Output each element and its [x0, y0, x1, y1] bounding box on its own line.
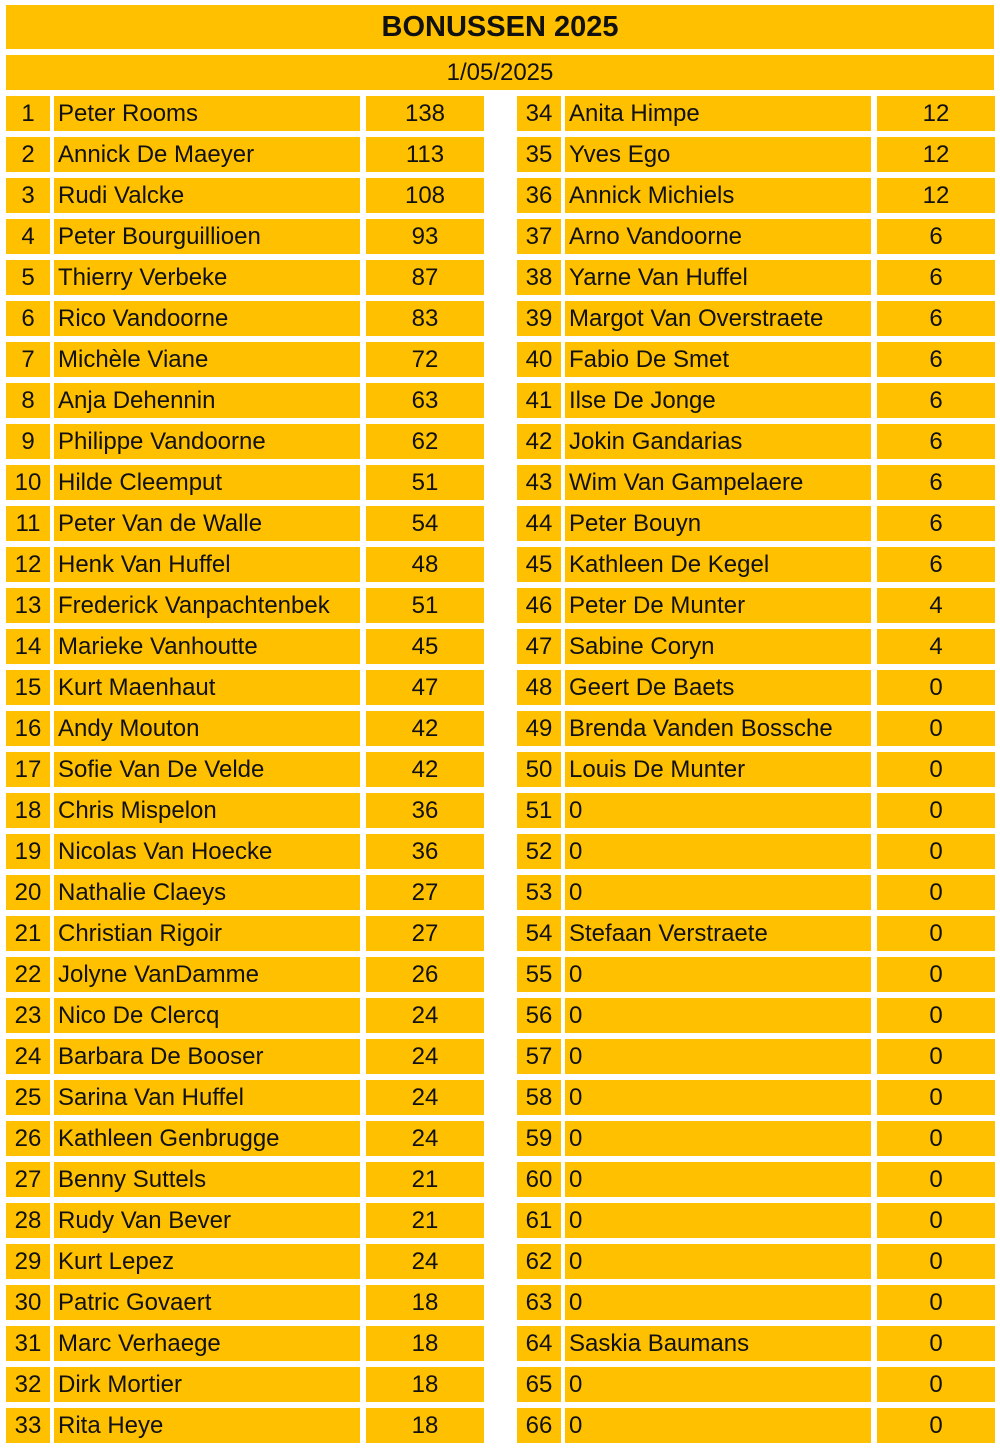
bonus-value-cell: 12 [877, 96, 995, 131]
name-cell: Andy Mouton [54, 711, 360, 746]
bonus-value-cell: 0 [877, 1121, 995, 1156]
name-cell: Rita Heye [54, 1408, 360, 1443]
rank-cell: 33 [6, 1408, 50, 1443]
rank-cell: 52 [517, 834, 561, 869]
rank-cell: 63 [517, 1285, 561, 1320]
name-cell: Nathalie Claeys [54, 875, 360, 910]
name-cell: Anita Himpe [565, 96, 871, 131]
rank-cell: 15 [6, 670, 50, 705]
name-cell: Margot Van Overstraete [565, 301, 871, 336]
bonus-value-cell: 51 [366, 465, 484, 500]
bonus-value-cell: 0 [877, 1039, 995, 1074]
bonus-value-cell: 6 [877, 301, 995, 336]
rank-cell: 24 [6, 1039, 50, 1074]
name-cell: Anja Dehennin [54, 383, 360, 418]
bonus-value-cell: 6 [877, 383, 995, 418]
name-cell: Dirk Mortier [54, 1367, 360, 1402]
rank-cell: 50 [517, 752, 561, 787]
rank-cell: 31 [6, 1326, 50, 1361]
bonus-value-cell: 6 [877, 219, 995, 254]
bonus-value-cell: 0 [877, 916, 995, 951]
rank-cell: 18 [6, 793, 50, 828]
bonus-value-cell: 0 [877, 998, 995, 1033]
rank-cell: 56 [517, 998, 561, 1033]
name-cell: Jokin Gandarias [565, 424, 871, 459]
rank-cell: 13 [6, 588, 50, 623]
rank-cell: 45 [517, 547, 561, 582]
name-cell: 0 [565, 1203, 871, 1238]
rank-cell: 10 [6, 465, 50, 500]
name-cell: 0 [565, 1039, 871, 1074]
rank-cell: 36 [517, 178, 561, 213]
name-cell: Benny Suttels [54, 1162, 360, 1197]
rank-cell: 25 [6, 1080, 50, 1115]
rank-cell: 32 [6, 1367, 50, 1402]
rank-cell: 41 [517, 383, 561, 418]
bonus-value-cell: 63 [366, 383, 484, 418]
bonus-value-cell: 18 [366, 1326, 484, 1361]
name-cell: Kathleen De Kegel [565, 547, 871, 582]
bonus-value-cell: 0 [877, 711, 995, 746]
bonus-value-cell: 0 [877, 1408, 995, 1443]
name-cell: Peter Rooms [54, 96, 360, 131]
name-cell: 0 [565, 875, 871, 910]
rank-cell: 59 [517, 1121, 561, 1156]
name-cell: 0 [565, 1244, 871, 1279]
bonus-value-cell: 48 [366, 547, 484, 582]
rank-cell: 29 [6, 1244, 50, 1279]
name-cell: Nicolas Van Hoecke [54, 834, 360, 869]
rank-cell: 28 [6, 1203, 50, 1238]
name-cell: Saskia Baumans [565, 1326, 871, 1361]
rank-cell: 62 [517, 1244, 561, 1279]
name-cell: Brenda Vanden Bossche [565, 711, 871, 746]
rank-cell: 39 [517, 301, 561, 336]
rank-cell: 46 [517, 588, 561, 623]
name-cell: Kathleen Genbrugge [54, 1121, 360, 1156]
bonus-value-cell: 6 [877, 547, 995, 582]
bonus-value-cell: 24 [366, 1080, 484, 1115]
name-cell: Fabio De Smet [565, 342, 871, 377]
bonus-value-cell: 0 [877, 1285, 995, 1320]
rank-cell: 26 [6, 1121, 50, 1156]
bonus-value-cell: 24 [366, 998, 484, 1033]
bonus-value-cell: 47 [366, 670, 484, 705]
name-cell: Christian Rigoir [54, 916, 360, 951]
bonus-value-cell: 0 [877, 957, 995, 992]
bonus-value-cell: 62 [366, 424, 484, 459]
bonus-value-cell: 18 [366, 1285, 484, 1320]
name-cell: Kurt Maenhaut [54, 670, 360, 705]
rank-cell: 14 [6, 629, 50, 664]
name-cell: Marc Verhaege [54, 1326, 360, 1361]
rank-cell: 49 [517, 711, 561, 746]
rank-cell: 7 [6, 342, 50, 377]
rank-cell: 38 [517, 260, 561, 295]
bonus-value-cell: 36 [366, 834, 484, 869]
name-cell: 0 [565, 1080, 871, 1115]
rank-cell: 58 [517, 1080, 561, 1115]
name-cell: Jolyne VanDamme [54, 957, 360, 992]
name-cell: Rudy Van Bever [54, 1203, 360, 1238]
bonus-value-cell: 113 [366, 137, 484, 172]
bonus-value-cell: 12 [877, 137, 995, 172]
name-cell: Peter De Munter [565, 588, 871, 623]
bonus-value-cell: 0 [877, 793, 995, 828]
bonus-value-cell: 108 [366, 178, 484, 213]
page-title: BONUSSEN 2025 [6, 5, 994, 49]
bonus-value-cell: 0 [877, 1162, 995, 1197]
name-cell: 0 [565, 1367, 871, 1402]
rank-cell: 60 [517, 1162, 561, 1197]
name-cell: Peter Bourguillioen [54, 219, 360, 254]
bonus-value-cell: 6 [877, 506, 995, 541]
rank-cell: 11 [6, 506, 50, 541]
bonus-value-cell: 26 [366, 957, 484, 992]
rank-cell: 3 [6, 178, 50, 213]
rank-cell: 55 [517, 957, 561, 992]
name-cell: Geert De Baets [565, 670, 871, 705]
rank-cell: 6 [6, 301, 50, 336]
rank-cell: 48 [517, 670, 561, 705]
bonus-value-cell: 6 [877, 342, 995, 377]
bonus-value-cell: 6 [877, 424, 995, 459]
date-header: 1/05/2025 [6, 55, 994, 90]
name-cell: Annick De Maeyer [54, 137, 360, 172]
bonus-value-cell: 0 [877, 834, 995, 869]
bonus-value-cell: 4 [877, 588, 995, 623]
name-cell: Chris Mispelon [54, 793, 360, 828]
name-cell: Sabine Coryn [565, 629, 871, 664]
bonus-value-cell: 18 [366, 1367, 484, 1402]
name-cell: 0 [565, 1121, 871, 1156]
name-cell: Michèle Viane [54, 342, 360, 377]
name-cell: 0 [565, 998, 871, 1033]
rank-cell: 43 [517, 465, 561, 500]
bonus-value-cell: 42 [366, 711, 484, 746]
name-cell: Peter Bouyn [565, 506, 871, 541]
rank-cell: 27 [6, 1162, 50, 1197]
name-cell: Rico Vandoorne [54, 301, 360, 336]
name-cell: 0 [565, 793, 871, 828]
bonus-value-cell: 0 [877, 1326, 995, 1361]
rank-cell: 19 [6, 834, 50, 869]
rank-cell: 1 [6, 96, 50, 131]
rank-cell: 42 [517, 424, 561, 459]
rank-cell: 12 [6, 547, 50, 582]
bonus-value-cell: 138 [366, 96, 484, 131]
name-cell: Peter Van de Walle [54, 506, 360, 541]
bonus-value-cell: 27 [366, 916, 484, 951]
rank-cell: 61 [517, 1203, 561, 1238]
name-cell: 0 [565, 1285, 871, 1320]
bonus-value-cell: 45 [366, 629, 484, 664]
name-cell: Annick Michiels [565, 178, 871, 213]
name-cell: Sarina Van Huffel [54, 1080, 360, 1115]
bonus-value-cell: 72 [366, 342, 484, 377]
rank-cell: 40 [517, 342, 561, 377]
bonus-value-cell: 24 [366, 1121, 484, 1156]
name-cell: Yves Ego [565, 137, 871, 172]
bonus-value-cell: 0 [877, 670, 995, 705]
name-cell: Louis De Munter [565, 752, 871, 787]
rank-cell: 17 [6, 752, 50, 787]
name-cell: Yarne Van Huffel [565, 260, 871, 295]
rank-cell: 66 [517, 1408, 561, 1443]
name-cell: Arno Vandoorne [565, 219, 871, 254]
bonus-value-cell: 51 [366, 588, 484, 623]
rank-cell: 16 [6, 711, 50, 746]
bonus-value-cell: 87 [366, 260, 484, 295]
bonus-value-cell: 0 [877, 1244, 995, 1279]
name-cell: 0 [565, 1408, 871, 1443]
name-cell: Sofie Van De Velde [54, 752, 360, 787]
bonus-value-cell: 24 [366, 1039, 484, 1074]
name-cell: Barbara De Booser [54, 1039, 360, 1074]
rank-cell: 35 [517, 137, 561, 172]
rank-cell: 22 [6, 957, 50, 992]
name-cell: Nico De Clercq [54, 998, 360, 1033]
bonus-value-cell: 0 [877, 1080, 995, 1115]
rank-cell: 23 [6, 998, 50, 1033]
rank-cell: 47 [517, 629, 561, 664]
rank-cell: 44 [517, 506, 561, 541]
bonus-value-cell: 0 [877, 1367, 995, 1402]
rank-cell: 20 [6, 875, 50, 910]
bonus-value-cell: 93 [366, 219, 484, 254]
rank-cell: 5 [6, 260, 50, 295]
rank-cell: 30 [6, 1285, 50, 1320]
rank-cell: 65 [517, 1367, 561, 1402]
name-cell: Frederick Vanpachtenbek [54, 588, 360, 623]
bonus-value-cell: 36 [366, 793, 484, 828]
name-cell: Wim Van Gampelaere [565, 465, 871, 500]
bonus-value-cell: 27 [366, 875, 484, 910]
rank-cell: 4 [6, 219, 50, 254]
name-cell: Ilse De Jonge [565, 383, 871, 418]
rank-cell: 9 [6, 424, 50, 459]
bonus-value-cell: 18 [366, 1408, 484, 1443]
rank-cell: 21 [6, 916, 50, 951]
name-cell: Rudi Valcke [54, 178, 360, 213]
bonus-value-cell: 6 [877, 465, 995, 500]
rank-cell: 34 [517, 96, 561, 131]
bonus-value-cell: 0 [877, 875, 995, 910]
name-cell: 0 [565, 834, 871, 869]
name-cell: Kurt Lepez [54, 1244, 360, 1279]
name-cell: 0 [565, 957, 871, 992]
bonus-value-cell: 0 [877, 1203, 995, 1238]
bonus-value-cell: 42 [366, 752, 484, 787]
bonus-value-cell: 54 [366, 506, 484, 541]
name-cell: Hilde Cleemput [54, 465, 360, 500]
name-cell: Philippe Vandoorne [54, 424, 360, 459]
bonus-value-cell: 12 [877, 178, 995, 213]
rank-cell: 64 [517, 1326, 561, 1361]
name-cell: Marieke Vanhoutte [54, 629, 360, 664]
bonus-value-cell: 21 [366, 1162, 484, 1197]
name-cell: Patric Govaert [54, 1285, 360, 1320]
rank-cell: 54 [517, 916, 561, 951]
rank-cell: 8 [6, 383, 50, 418]
rank-cell: 37 [517, 219, 561, 254]
bonus-value-cell: 0 [877, 752, 995, 787]
rank-cell: 57 [517, 1039, 561, 1074]
bonus-value-cell: 83 [366, 301, 484, 336]
bonus-value-cell: 24 [366, 1244, 484, 1279]
bonus-value-cell: 4 [877, 629, 995, 664]
bonus-value-cell: 6 [877, 260, 995, 295]
rank-cell: 51 [517, 793, 561, 828]
name-cell: Stefaan Verstraete [565, 916, 871, 951]
name-cell: Henk Van Huffel [54, 547, 360, 582]
rank-cell: 53 [517, 875, 561, 910]
name-cell: 0 [565, 1162, 871, 1197]
bonus-value-cell: 21 [366, 1203, 484, 1238]
name-cell: Thierry Verbeke [54, 260, 360, 295]
rank-cell: 2 [6, 137, 50, 172]
